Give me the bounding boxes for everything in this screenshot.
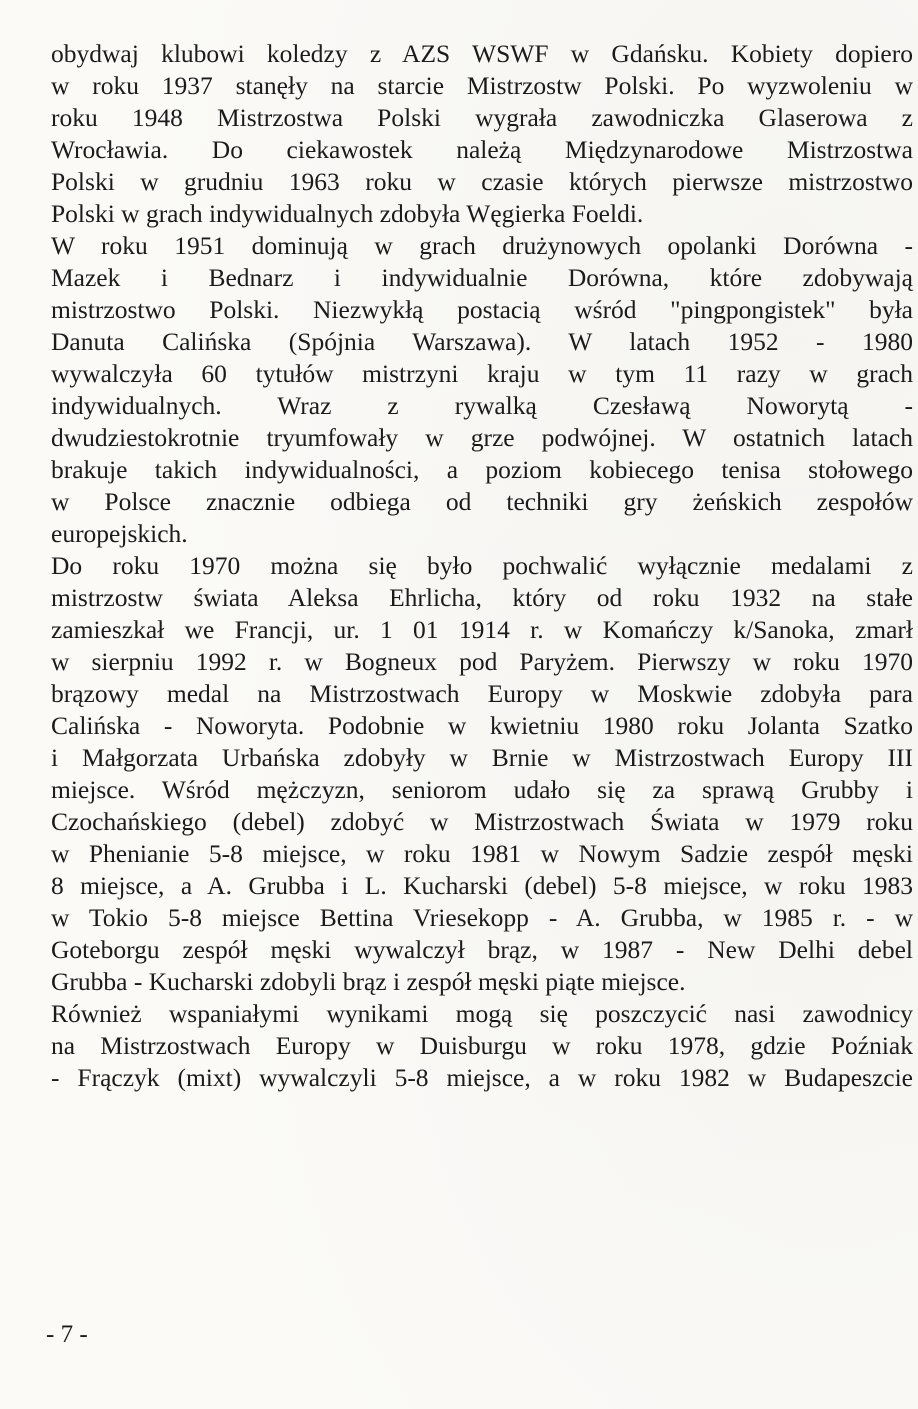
- text-line: Czochańskiego (debel) zdobyć w Mistrzostwach Świata w 1979 roku: [51, 807, 913, 836]
- text-line: Mazek i Bednarz i indywidualnie Dorówna, które zdobywają: [51, 263, 913, 292]
- text-line: Wrocławia. Do ciekawostek należą Międzynarodowe Mistrzostwa: [51, 135, 913, 164]
- text-line: indywidualnych. Wraz z rywalką Czesławą Noworytą -: [51, 391, 913, 420]
- text-line: dwudziestokrotnie tryumfowały w grze podwójnej. W ostatnich latach: [51, 423, 913, 452]
- text-line: mistrzostwo Polski. Niezwykłą postacią wśród "pingpongistek" była: [51, 295, 913, 324]
- text-line: Calińska - Noworyta. Podobnie w kwietniu 1980 roku Jolanta Szatko: [51, 711, 913, 740]
- text-line: Polski w grach indywidualnych zdobyła Węgierka Foeldi.: [51, 199, 644, 228]
- text-line: W roku 1951 dominują w grach drużynowych opolanki Dorówna -: [51, 231, 913, 260]
- page-number: - 7 -: [46, 1321, 88, 1348]
- text-line: brakuje takich indywidualności, a poziom kobiecego tenisa stołowego: [51, 455, 913, 484]
- text-line: w Polsce znacznie odbiega od techniki gry żeńskich zespołów: [51, 487, 913, 516]
- text-line: w Tokio 5-8 miejsce Bettina Vriesekopp - A. Grubba, w 1985 r. - w: [51, 903, 913, 932]
- text-line: zamieszkał we Francji, ur. 1 01 1914 r. w Komańczy k/Sanoka, zmarł: [51, 615, 913, 644]
- text-line: miejsce. Wśród mężczyzn, seniorom udało się za sprawą Grubby i: [51, 775, 913, 804]
- text-line: Danuta Calińska (Spójnia Warszawa). W latach 1952 - 1980: [51, 327, 913, 356]
- text-line: Również wspaniałymi wynikami mogą się poszczycić nasi zawodnicy: [51, 999, 913, 1028]
- text-line: w Phenianie 5-8 miejsce, w roku 1981 w Nowym Sadzie zespół męski: [51, 839, 913, 868]
- text-line: wywalczyła 60 tytułów mistrzyni kraju w tym 11 razy w grach: [51, 359, 913, 388]
- text-line: Grubba - Kucharski zdobyli brąz i zespół męski piąte miejsce.: [51, 967, 686, 996]
- text-line: Do roku 1970 można się było pochwalić wyłącznie medalami z: [51, 551, 913, 580]
- text-line: w sierpniu 1992 r. w Bogneux pod Paryżem. Pierwszy w roku 1970: [51, 647, 913, 676]
- text-line: obydwaj klubowi koledzy z AZS WSWF w Gdańsku. Kobiety dopiero: [51, 39, 913, 68]
- text-line: Goteborgu zespół męski wywalczył brąz, w 1987 - New Delhi debel: [51, 935, 913, 964]
- text-line: 8 miejsce, a A. Grubba i L. Kucharski (debel) 5-8 miejsce, w roku 1983: [51, 871, 913, 900]
- text-line: na Mistrzostwach Europy w Duisburgu w roku 1978, gdzie Poźniak: [51, 1031, 913, 1060]
- text-line: brązowy medal na Mistrzostwach Europy w Moskwie zdobyła para: [51, 679, 913, 708]
- text-line: mistrzostw świata Aleksa Ehrlicha, który od roku 1932 na stałe: [51, 583, 913, 612]
- text-line: Polski w grudniu 1963 roku w czasie których pierwsze mistrzostwo: [51, 167, 913, 196]
- text-line: w roku 1937 stanęły na starcie Mistrzostw Polski. Po wyzwoleniu w: [51, 71, 913, 100]
- text-line: i Małgorzata Urbańska zdobyły w Brnie w Mistrzostwach Europy III: [51, 743, 913, 772]
- text-line: europejskich.: [51, 519, 188, 548]
- text-line: - Frączyk (mixt) wywalczyli 5-8 miejsce, a w roku 1982 w Budapeszcie: [51, 1063, 913, 1092]
- text-line: roku 1948 Mistrzostwa Polski wygrała zawodniczka Glaserowa z: [51, 103, 913, 132]
- body-text: [51, 38, 913, 1094]
